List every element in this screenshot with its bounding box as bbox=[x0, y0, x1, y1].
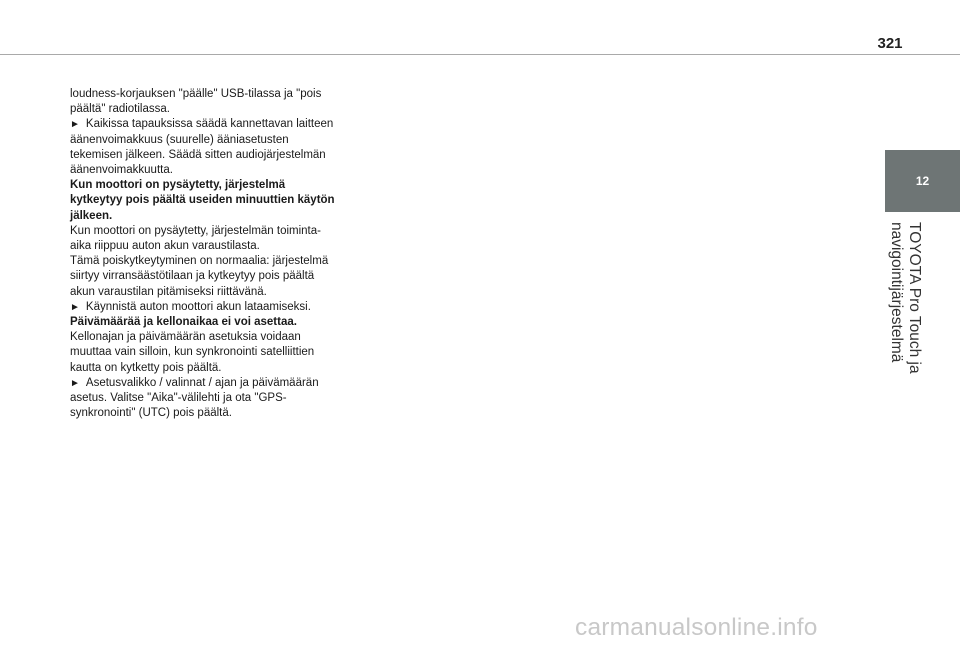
bullet-text: Kaikissa tapauksissa säädä kannettavan laitteen äänenvoimakkuus (suurelle) ääniasetusten tekemisen jälkeen. Säädä sitten audiojärjestelmän äänenvoimakkuutta. bbox=[70, 118, 334, 177]
manual-text-column bbox=[70, 87, 340, 421]
paragraph-operating-time: Kun moottori on pysäytetty, järjestelmän toiminta-aika riippuu auton akun varaustilasta. bbox=[70, 224, 321, 253]
watermark-text: carmanualsonline.info bbox=[575, 614, 818, 641]
header-divider bbox=[0, 54, 960, 55]
chapter-title: TOYOTA Pro Touch ja navigointijärjestelmä bbox=[888, 222, 923, 374]
heading-system-shutdown: Kun moottori on pysäytetty, järjestelmä kytkeytyy pois päältä useiden minuuttien käytön jälkeen. bbox=[70, 179, 335, 222]
bullet-start-engine bbox=[70, 300, 340, 315]
bullet-text: Käynnistä auton moottori akun lataamiseksi. bbox=[85, 300, 311, 313]
page-number: 321 bbox=[877, 35, 903, 52]
bullet-text: Asetusvalikko / valinnat / ajan ja päivämäärän asetus. Valitse "Aika"-välilehti ja ota "GPS-synkronointi" (UTC) pois päältä. bbox=[70, 376, 319, 420]
paragraph-power-saving: Tämä poiskytkeytyminen on normaalia: järjestelmä siirtyy virransäästötilaan ja kytkeytyy pois päältä akun varaustilan pitämiseksi riittävänä. bbox=[70, 255, 329, 298]
paragraph-sync-settings: Kellonajan ja päivämäärän asetuksia voidaan muuttaa vain silloin, kun synkronointi satelliittien kautta on kytketty pois päältä. bbox=[70, 331, 315, 374]
paragraph-loudness: loudness-korjauksen "päälle" USB-tilassa ja "pois päältä" radiotilassa. bbox=[70, 88, 322, 116]
bullet-adjust-volume bbox=[70, 117, 340, 178]
chapter-tab[interactable]: 12 bbox=[885, 150, 960, 212]
heading-date-time: Päivämäärää ja kellonaikaa ei voi asettaa. bbox=[70, 316, 297, 329]
bullet-settings-menu bbox=[70, 376, 340, 422]
